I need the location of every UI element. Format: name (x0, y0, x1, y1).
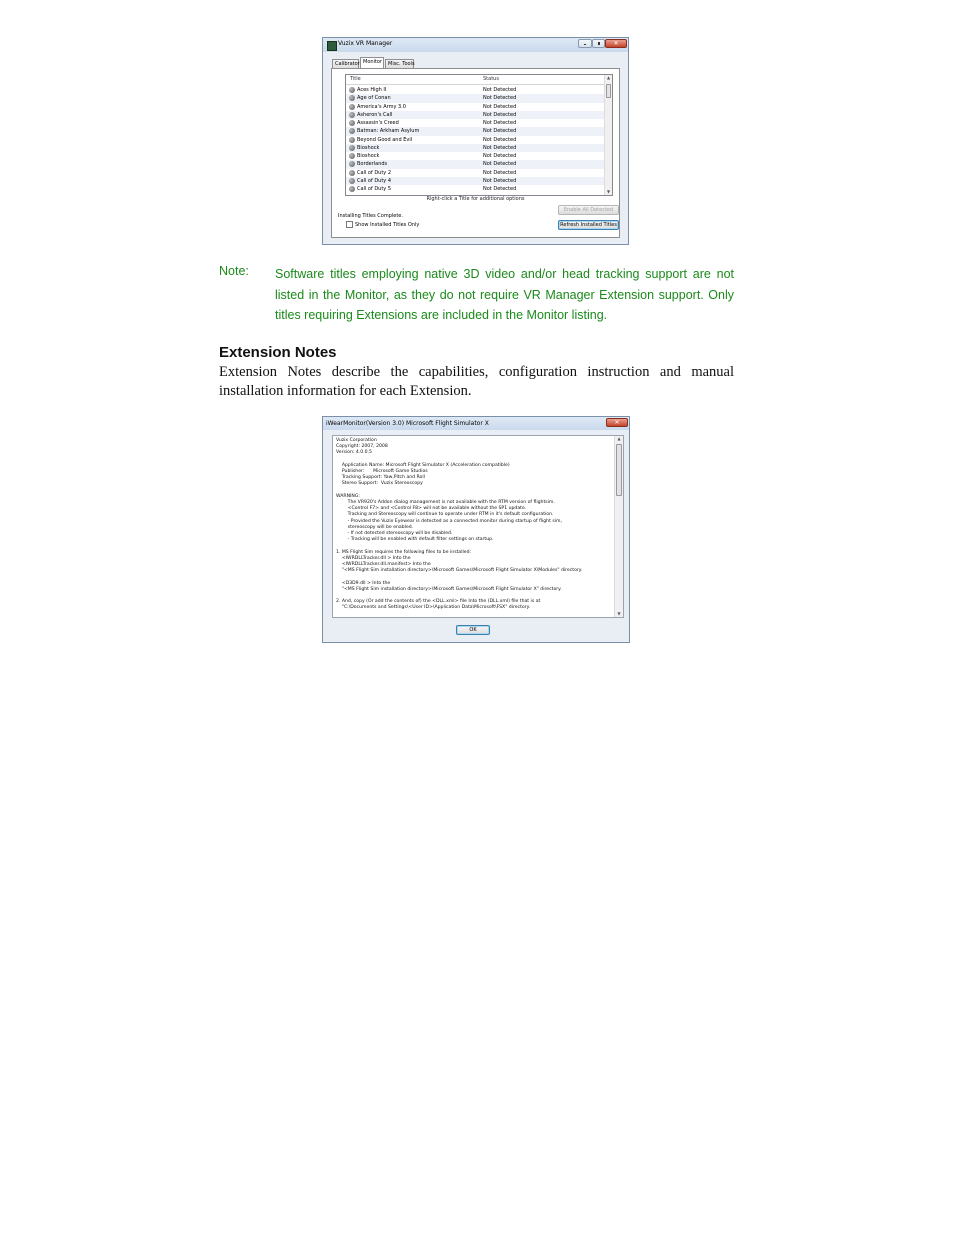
close-button[interactable] (606, 418, 628, 427)
list-row[interactable] (346, 119, 604, 127)
row-status: Not Detected (483, 153, 517, 159)
status-dot-icon (349, 137, 355, 143)
enable-all-detected-button[interactable]: Enable All Detected (558, 205, 619, 215)
close-icon: ✕ (613, 40, 619, 47)
note-text: Software titles employing native 3D video and/or head tracking support are not listed in the Monitor, as they do not require VR Manager Extension support. Only titles requiring Extensions are included in the Monitor listing. (275, 267, 734, 322)
row-status: Not Detected (483, 111, 517, 118)
minimize-icon (584, 44, 586, 45)
status-dot-icon (349, 104, 355, 110)
status-dot-icon (349, 87, 355, 93)
list-row[interactable] (346, 185, 604, 193)
list-hint: Right-click a Title for additional options (426, 196, 525, 202)
maximize-button[interactable] (592, 39, 605, 48)
titles-list[interactable] (345, 74, 613, 196)
note-label: Note: (219, 264, 249, 278)
close-button[interactable] (605, 39, 627, 48)
list-row[interactable] (346, 103, 604, 111)
scroll-down-icon[interactable]: ▼ (606, 189, 611, 194)
vr-manager-titlebar[interactable] (323, 38, 628, 52)
status-dot-icon (349, 128, 355, 134)
iwear-monitor-window (322, 416, 630, 643)
status-dot-icon (349, 120, 355, 126)
section-paragraph: Extension Notes describe the capabilities, configuration instruction and manual installation information for each Extension. (219, 364, 734, 399)
show-installed-label: Show Installed Titles Only (355, 222, 420, 228)
list-header (346, 75, 604, 85)
row-title: Assassin's Creed (357, 120, 399, 126)
app-icon (327, 41, 337, 51)
ok-button[interactable]: OK (456, 625, 490, 635)
list-row[interactable] (346, 127, 604, 135)
list-row[interactable] (346, 136, 604, 144)
row-title: Call of Duty 4 (357, 177, 392, 184)
monitor-panel (331, 68, 620, 238)
list-scrollbar[interactable] (604, 75, 612, 195)
vr-manager-window (322, 37, 629, 245)
list-row[interactable] (346, 144, 604, 152)
scroll-thumb[interactable] (616, 444, 622, 496)
list-rows (346, 86, 604, 193)
row-status: Not Detected (483, 120, 517, 126)
scroll-thumb[interactable] (606, 84, 611, 98)
tab-calibrator[interactable]: Calibrator (332, 59, 359, 68)
show-installed-option[interactable] (346, 221, 419, 228)
extension-notes-box[interactable] (332, 435, 624, 618)
list-row[interactable] (346, 177, 604, 185)
row-title: Aces High II (357, 87, 387, 93)
row-title: Call of Duty 5 (357, 186, 392, 192)
list-row[interactable] (346, 169, 604, 177)
column-status[interactable]: Status (483, 76, 499, 82)
extension-notes-text: Vuzix Corporation Copyright: 2007, 2008 Version: 4.0.0.5 Application Name: Microsoft Flight Simulator X (Acceleration compatible) Publisher: Microsoft Game Studios Tracking Support: Yaw,Pitch and Roll Stereo Support: Vuzix Stereoscopy WARNING: The VR920's Addon dialog management is not available with the RTM version of flightsim. <Control F7> and <Control F8> will not be available without the SP1 update. Tracking and Stereoscopy will continue to operate under RTM in it's default configuration. - Provided the Vuzix Eyewear is detected as a connected monitor during startup of flight sim, stereoscopy will be enabled. - If not detected stereoscopy will be disabled. - Tracking will be enabled with default filter settings on startup. 1. MS Flight Sim requires the following files to be installed: <IWRDLLTracker.dll > Into the <IWRDLLTracker.dll.manifest> Into the "<MS Flight Sim installation directory>\Microsoft Games\Microsoft Flight Simulator X\Modules" directory. <D3D9.dll > Into the "<MS Flight Sim installation directory>\Microsoft Games\Microsoft Flight Simulator X" directory. 2. And, copy (Or add the contents of) the <DLL.xml> file Into the (DLL.xml) file that is at "C:\Documents and Settings\<User ID>\Application Data\Microsoft\FSX" directory. (336, 438, 583, 611)
list-row[interactable] (346, 86, 604, 94)
list-row[interactable] (346, 152, 604, 160)
row-title: Beyond Good and Evil (357, 136, 413, 143)
vr-manager-title: Vuzix VR Manager (338, 40, 393, 47)
iwear-monitor-title: iWearMonitor(Version 3.0) Microsoft Flight Simulator X (326, 420, 489, 427)
close-icon: ✕ (614, 419, 620, 426)
maximize-icon (598, 42, 600, 45)
install-status: Installing Titles Complete. (338, 213, 403, 219)
scroll-down-icon[interactable]: ▼ (617, 611, 621, 616)
iwear-monitor-titlebar[interactable] (323, 417, 629, 430)
row-status: Not Detected (483, 161, 517, 168)
show-installed-checkbox[interactable] (346, 221, 353, 228)
list-row[interactable] (346, 160, 604, 168)
list-row[interactable] (346, 111, 604, 119)
row-title: Call of Duty 2 (357, 169, 392, 176)
section-heading: Extension Notes (219, 344, 337, 361)
scroll-up-icon[interactable]: ▲ (617, 436, 621, 441)
row-title: Bioshock (357, 153, 380, 159)
row-title: Asheron's Call (357, 111, 393, 118)
tab-monitor[interactable]: Monitor (360, 57, 384, 68)
status-dot-icon (349, 112, 355, 118)
row-status: Not Detected (483, 128, 517, 135)
row-status: Not Detected (483, 186, 517, 192)
row-title: Bioshock (357, 144, 380, 151)
status-dot-icon (349, 178, 355, 184)
row-title: Batman: Arkham Asylum (357, 128, 420, 135)
notes-scrollbar[interactable] (614, 436, 623, 617)
status-dot-icon (349, 153, 355, 159)
refresh-installed-titles-button[interactable]: Refresh Installed Titles (558, 220, 619, 230)
column-title[interactable]: Title (350, 76, 361, 82)
row-status: Not Detected (483, 136, 517, 143)
row-title: America's Army 3.0 (357, 103, 406, 110)
minimize-button[interactable] (578, 39, 592, 48)
row-status: Not Detected (483, 87, 517, 93)
status-dot-icon (349, 161, 355, 167)
status-dot-icon (349, 95, 355, 101)
row-status: Not Detected (483, 177, 517, 184)
status-dot-icon (349, 186, 355, 192)
row-title: Borderlands (357, 161, 388, 168)
row-status: Not Detected (483, 144, 517, 151)
status-dot-icon (349, 170, 355, 176)
row-title: Age of Conan (357, 95, 391, 102)
tab-misc-tools[interactable]: Misc. Tools (385, 59, 414, 68)
list-row[interactable] (346, 94, 604, 102)
scroll-up-icon[interactable]: ▲ (606, 75, 611, 80)
row-status: Not Detected (483, 95, 517, 102)
status-dot-icon (349, 145, 355, 151)
row-status: Not Detected (483, 169, 517, 176)
row-status: Not Detected (483, 103, 517, 110)
